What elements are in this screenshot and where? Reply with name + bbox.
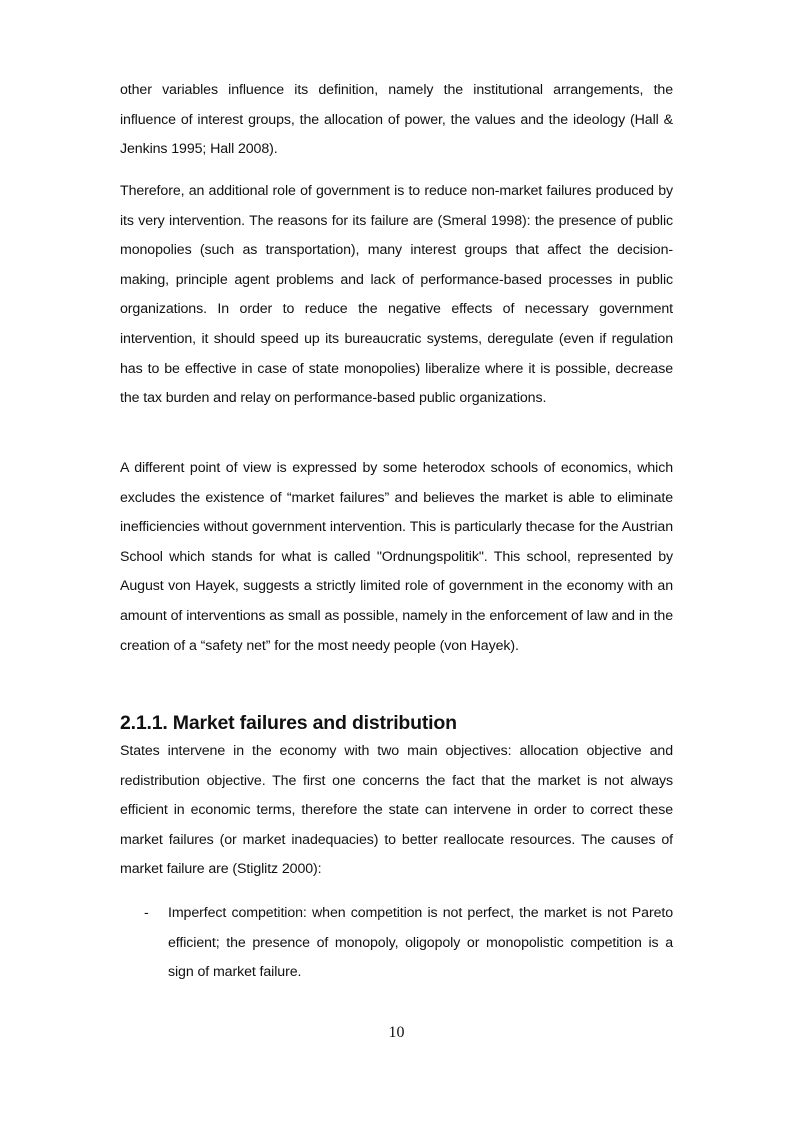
body-paragraph: other variables influence its definition, namely the institutional arrangements, the influence of interest groups, the allocation of power, the values and the ideology (Hall & Jenkins 1995; Hall 2008). xyxy=(120,82,673,158)
page-number: 10 xyxy=(388,1024,405,1041)
body-paragraph: Therefore, an additional role of government is to reduce non-market failures produced by its very intervention. The reasons for its failure are (Smeral 1998): the presence of public monopolies (such as transportation), many interest groups that affect the decision-making, principle agent problems and lack of performance-based processes in public organizations. In order to reduce the negative effects of necessary government intervention, it should speed up its bureaucratic systems, deregulate (even if regulation has to be effective in case of state monopolies) liberalize where it is possible, decrease the tax burden and relay on performance-based public organizations. xyxy=(120,183,673,407)
body-paragraph: A different point of view is expressed by some heterodox schools of economics, which excludes the existence of “market failures” and believes the market is able to eliminate inefficiencies without government intervention. This is particularly thecase for the Austrian School which stands for what is called "Ordnungspolitik". This school, represented by August von Hayek, suggests a strictly limited role of government in the economy with an amount of interventions as small as possible, namely in the enforcement of law and in the creation of a “safety net” for the most needy people (von Hayek). xyxy=(120,460,673,654)
bullet-dash-marker: - xyxy=(144,905,149,921)
section-heading: 2.1.1. Market failures and distribution xyxy=(120,712,457,734)
bullet-text: Imperfect competition: when competition is not perfect, the market is not Pareto efficient; the presence of monopoly, oligopoly or monopolistic competition is a sign of market failure. xyxy=(168,905,673,981)
section-paragraph: States intervene in the economy with two main objectives: allocation objective and redistribution objective. The first one concerns the fact that the market is not always efficient in economic terms, therefore the state can intervene in order to correct these market failures (or market inadequacies) to better reallocate resources. The causes of market failure are (Stiglitz 2000): xyxy=(120,743,673,878)
